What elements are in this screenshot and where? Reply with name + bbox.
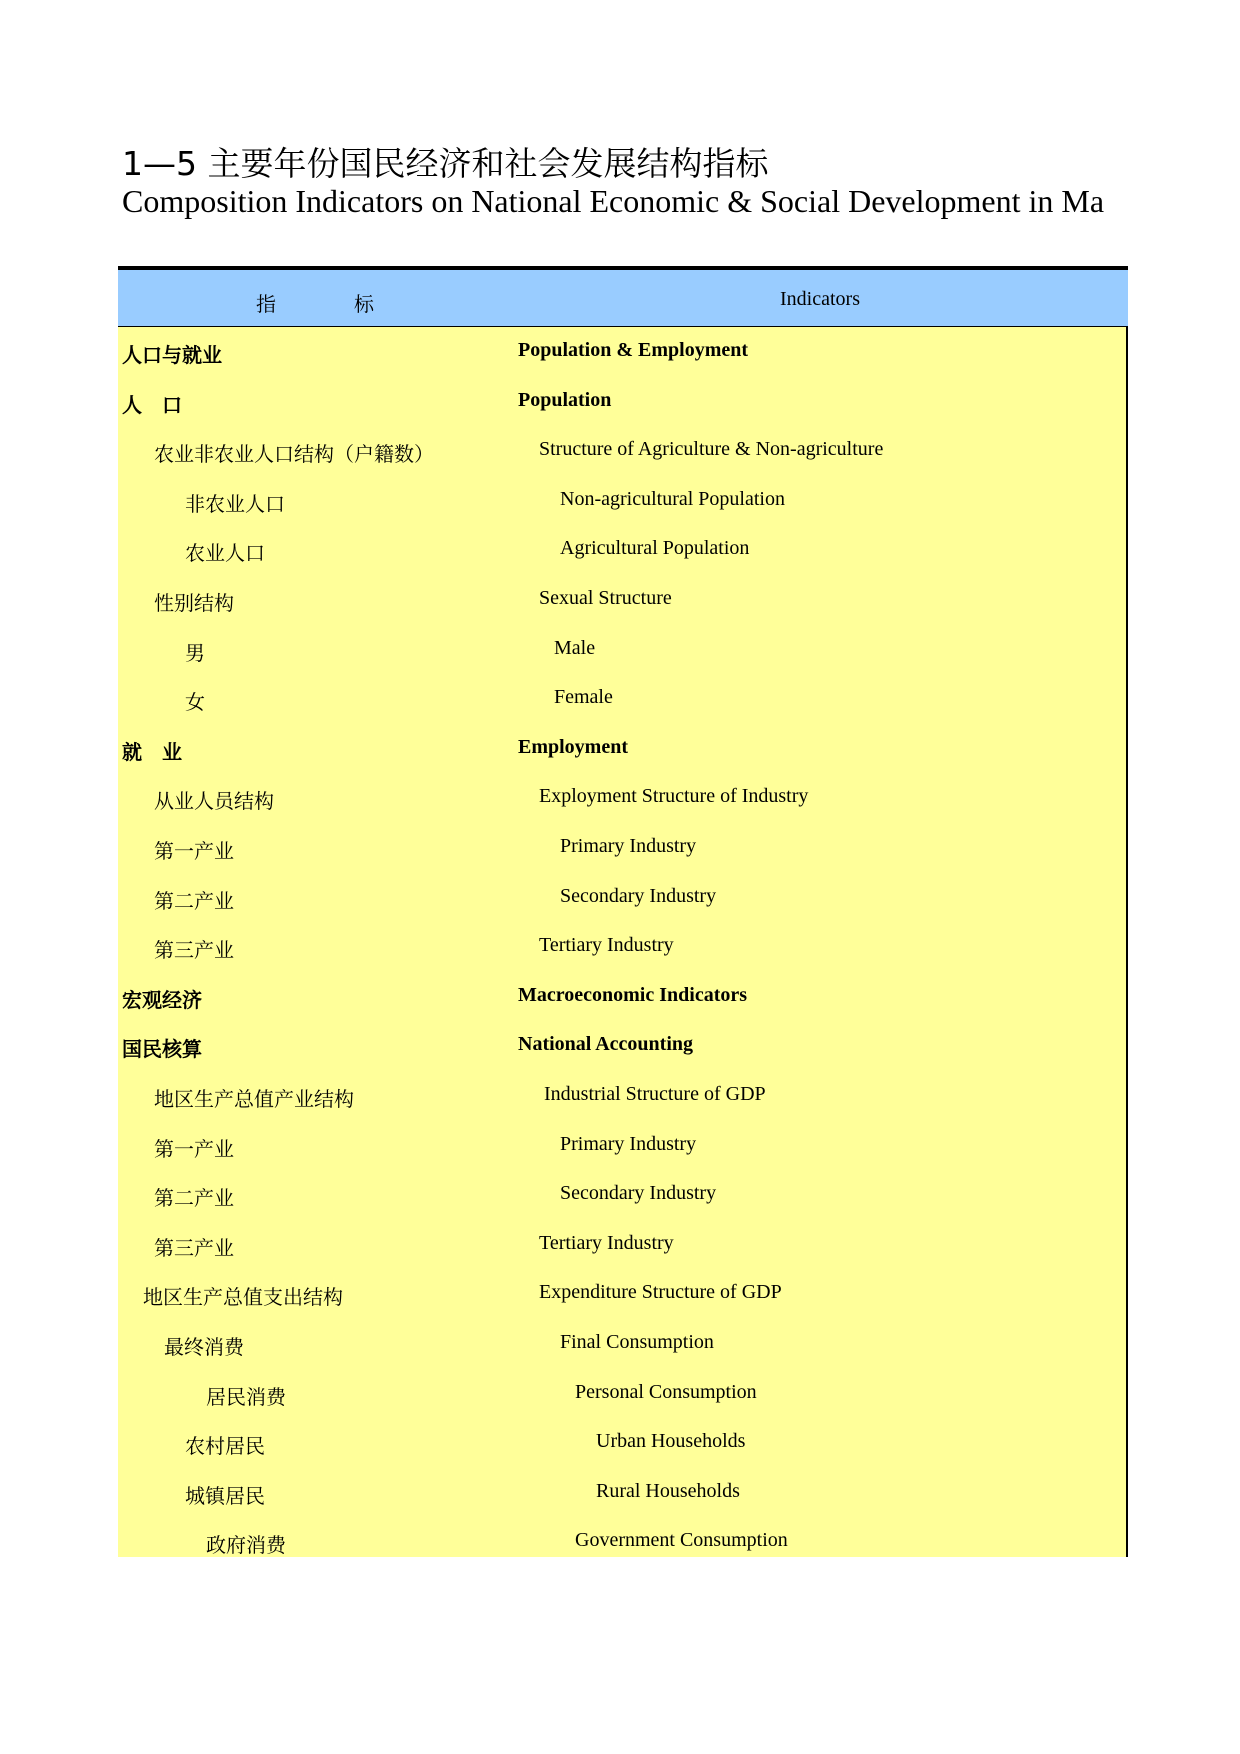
table-row — [118, 1529, 1126, 1579]
indicator-en: Secondary Industry — [560, 884, 717, 907]
indicator-en: Secondary Industry — [560, 1182, 717, 1205]
table-body — [118, 327, 1128, 1557]
indicator-cn: 人 口 — [122, 394, 182, 417]
table-row — [118, 1331, 1126, 1381]
table-number: 1—5 — [122, 144, 197, 183]
table-row — [118, 1133, 1126, 1183]
header-cn — [256, 288, 374, 317]
indicator-cn: 第三产业 — [154, 940, 234, 963]
indicator-en: Agricultural Population — [560, 537, 750, 560]
table-row — [118, 488, 1126, 538]
table-row — [118, 934, 1126, 984]
indicator-en: Population — [518, 388, 612, 411]
indicator-cn: 国民核算 — [122, 1039, 202, 1062]
indicator-en: Tertiary Industry — [539, 934, 674, 957]
indicator-en: National Accounting — [518, 1033, 694, 1056]
indicator-en: Macroeconomic Indicators — [518, 983, 748, 1006]
indicator-en: Tertiary Industry — [539, 1231, 674, 1254]
table-row — [118, 686, 1126, 736]
table-row — [118, 637, 1126, 687]
page-title-cn — [122, 138, 769, 185]
indicator-en: Final Consumption — [560, 1331, 714, 1353]
indicator-en: Personal Consumption — [575, 1380, 757, 1403]
indicator-en: Government Consumption — [575, 1529, 788, 1552]
table-row — [118, 1381, 1126, 1431]
indicator-cn: 宏观经济 — [122, 989, 202, 1012]
indicator-cn: 农业人口 — [185, 543, 265, 566]
header-cn-char1: 指 — [256, 294, 276, 316]
indicator-cn: 城镇居民 — [185, 1485, 265, 1508]
indicator-en: Non-agricultural Population — [560, 487, 785, 510]
title-cn-text: 主要年份国民经济和社会发展结构指标 — [207, 144, 769, 183]
table-row — [118, 1232, 1126, 1282]
indicator-cn: 男 — [185, 642, 205, 665]
indicator-cn: 第三产业 — [154, 1237, 234, 1260]
table-row — [118, 984, 1126, 1034]
table-row — [118, 885, 1126, 935]
table-row — [118, 1281, 1126, 1331]
header-cn-char2: 标 — [354, 294, 374, 316]
indicator-cn: 居民消费 — [206, 1386, 286, 1409]
indicator-en: Employment — [518, 735, 628, 758]
indicator-en: Female — [554, 686, 613, 709]
indicator-cn: 政府消费 — [206, 1535, 286, 1558]
indicator-en: Primary Industry — [560, 835, 697, 857]
indicator-cn: 性别结构 — [154, 593, 234, 615]
indicator-en: Exployment Structure of Industry — [539, 785, 809, 808]
indicator-cn: 人口与就业 — [122, 345, 222, 367]
indicator-cn: 第一产业 — [154, 1138, 234, 1161]
indicator-cn: 第一产业 — [154, 841, 234, 863]
indicator-en: Population & Employment — [518, 339, 749, 361]
table-row — [118, 1480, 1126, 1530]
table-header — [118, 270, 1128, 327]
indicator-cn: 非农业人口 — [185, 493, 285, 516]
indicator-en: Primary Industry — [560, 1132, 697, 1155]
indicator-en: Expenditure Structure of GDP — [539, 1281, 782, 1304]
indicator-cn: 地区生产总值产业结构 — [154, 1089, 354, 1111]
indicator-cn: 就 业 — [122, 741, 182, 764]
header-en: Indicators — [780, 288, 860, 310]
indicator-cn: 农业非农业人口结构（户籍数） — [154, 444, 434, 467]
indicator-cn: 女 — [185, 692, 205, 715]
table-row — [118, 1083, 1126, 1133]
indicator-en: Rural Households — [596, 1479, 740, 1502]
indicator-en: Industrial Structure of GDP — [544, 1083, 766, 1105]
table-row — [118, 339, 1126, 389]
table-row — [118, 389, 1126, 439]
table-row — [118, 835, 1126, 885]
indicator-en: Male — [554, 636, 596, 659]
indicator-cn: 第二产业 — [154, 890, 234, 913]
table-row — [118, 785, 1126, 835]
table-row — [118, 1182, 1126, 1232]
indicators-table — [118, 266, 1128, 1557]
table-row — [118, 1430, 1126, 1480]
indicator-cn: 第二产业 — [154, 1188, 234, 1211]
indicator-en: Structure of Agriculture & Non-agriculture — [539, 438, 884, 461]
indicator-cn: 最终消费 — [164, 1337, 244, 1359]
table-row — [118, 1033, 1126, 1083]
indicator-en: Urban Households — [596, 1430, 746, 1453]
indicator-en: Sexual Structure — [539, 587, 672, 609]
table-row — [118, 587, 1126, 637]
indicator-cn: 农村居民 — [185, 1436, 265, 1459]
table-row — [118, 736, 1126, 786]
page-title-en: Composition Indicators on National Economic & Social Development in Ma — [122, 183, 1105, 219]
indicator-cn: 从业人员结构 — [154, 791, 274, 814]
table-row — [118, 537, 1126, 587]
table-row — [118, 438, 1126, 488]
indicator-cn: 地区生产总值支出结构 — [143, 1287, 343, 1310]
